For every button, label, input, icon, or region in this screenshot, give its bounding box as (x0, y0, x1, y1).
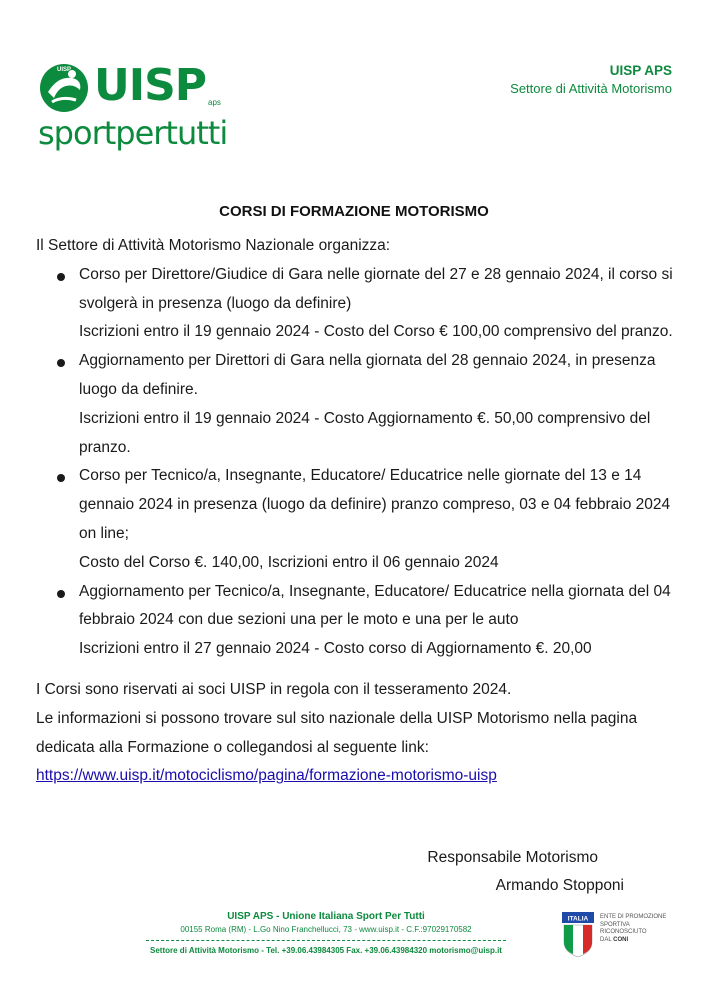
signature-name: Armando Stopponi (495, 877, 624, 894)
intro-text: Il Settore di Attività Motorismo Nazionale organizza: (36, 237, 391, 254)
course-details: Iscrizioni entro il 19 gennaio 2024 - Costo del Corso € 100,00 comprensivo del pranzo. (79, 323, 673, 341)
footer-divider (146, 940, 506, 941)
course-list (36, 261, 676, 664)
course-description: Aggiornamento per Direttori di Gara nella giornata del 28 gennaio 2024, in presenza luogo da definire. (79, 352, 656, 398)
course-description: Corso per Direttore/Giudice di Gara nelle giornate del 27 e 28 gennaio 2024, il corso si svolgerà in presenza (luogo da definire) (79, 265, 673, 312)
notes-section (36, 676, 676, 791)
coni-text (600, 914, 666, 944)
course-details: Iscrizioni entro il 27 gennaio 2024 - Costo corso di Aggiornamento €. 20,00 (79, 640, 592, 658)
formation-link[interactable]: https://www.uisp.it/motociclismo/pagina/formazione-motorismo-uisp (36, 767, 497, 785)
document-title: CORSI DI FORMAZIONE MOTORISMO (219, 203, 489, 220)
coni-line: RICONOSCIUTO (600, 929, 647, 935)
shield-label: ITALIA (567, 915, 589, 923)
bullet-icon (57, 590, 65, 598)
course-details: Costo del Corso €. 140,00, Iscrizioni entro il 06 gennaio 2024 (79, 553, 499, 571)
list-item (36, 578, 676, 664)
list-item (36, 261, 676, 347)
uisp-runner-icon (38, 62, 90, 114)
list-item (36, 347, 676, 462)
footer-address: 00155 Roma (RM) - L.Go Nino Franchellucci, 73 - www.uisp.it - C.F.:97029170582 (180, 925, 472, 934)
italia-shield-icon (562, 912, 594, 958)
signature-block (427, 844, 624, 900)
org-sector: Settore di Attività Motorismo (510, 81, 672, 96)
course-description: Aggiornamento per Tecnico/a, Insegnante, Educatore/ Educatrice nella giornata del 04 febbraio 2024 con due sezioni una per le moto e una per le auto (79, 582, 671, 629)
footer (146, 910, 506, 957)
bullet-icon (57, 273, 65, 281)
bullet-icon (57, 474, 65, 482)
logo-wordmark: UISP (94, 60, 207, 111)
document-body (36, 232, 676, 791)
info-note: Le informazioni si possono trovare sul sito nazionale della UISP Motorismo nella pagina dedicata alla Formazione o collegandosi al seguente link: (36, 709, 638, 756)
logo-badge-text: UISP (56, 67, 72, 73)
uisp-logo (36, 58, 236, 158)
list-item (36, 462, 676, 577)
signature-role: Responsabile Motorismo (427, 849, 598, 866)
course-description: Corso per Tecnico/a, Insegnante, Educatore/ Educatrice nelle giornate del 13 e 14 gennaio 2024 in presenza (luogo da definire) pranzo compreso, 03 e 04 febbraio 2024 on line; (79, 467, 671, 542)
coni-prefix: DAL (600, 936, 614, 943)
membership-note: I Corsi sono riservati ai soci UISP in regola con il tesseramento 2024. (36, 680, 512, 698)
coni-line: ENTE DI PROMOZIONE (600, 914, 667, 920)
coni-name: CONI (613, 936, 629, 943)
bullet-icon (57, 359, 65, 367)
footer-org: UISP APS - Unione Italiana Sport Per Tutti (227, 911, 425, 922)
coni-line (600, 937, 666, 945)
org-header (510, 62, 672, 97)
footer-contacts: Settore di Attività Motorismo - Tel. +39.06.43984305 Fax. +39.06.43984320 motorismo@uisp.it (150, 946, 502, 955)
coni-recognition (562, 912, 682, 962)
logo-aps: aps (208, 98, 221, 107)
coni-line: SPORTIVA (600, 921, 630, 928)
org-name: UISP APS (609, 63, 672, 78)
logo-tagline: sportpertutti (38, 114, 228, 152)
course-details: Iscrizioni entro il 19 gennaio 2024 - Costo Aggiornamento €. 50,00 comprensivo del pranzo. (79, 409, 651, 456)
